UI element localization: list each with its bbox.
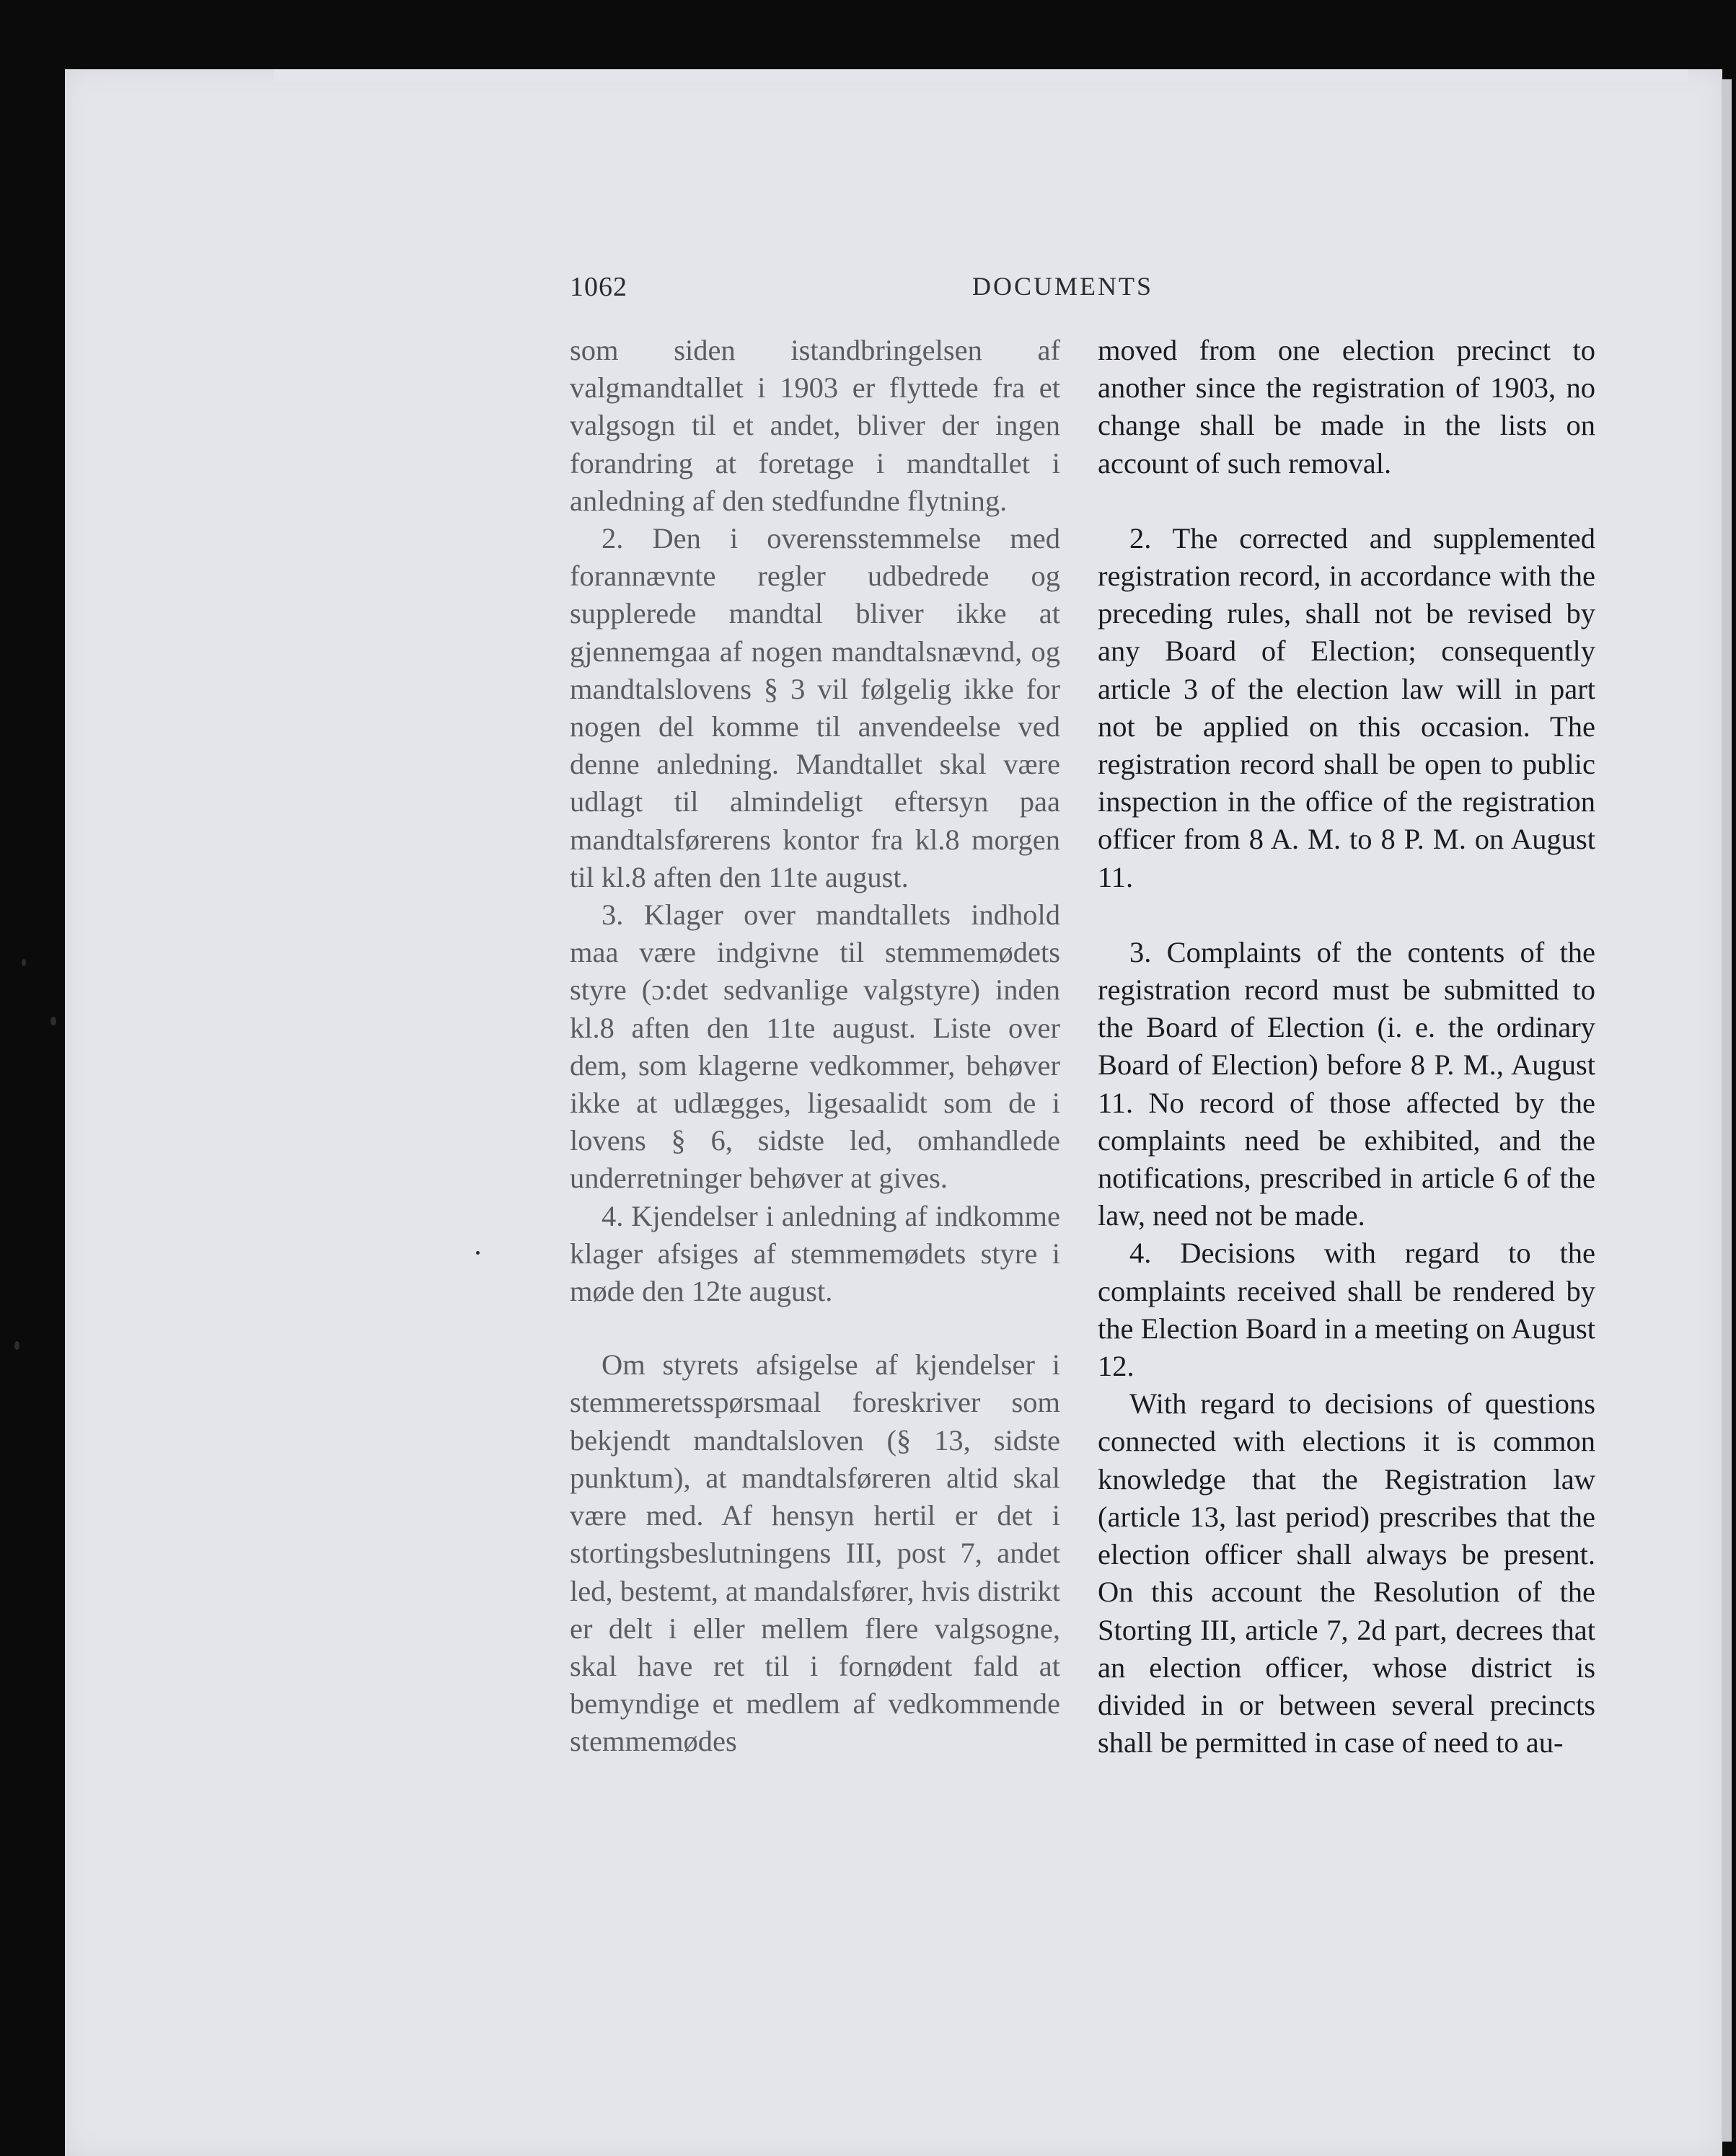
scan-speck	[14, 1341, 19, 1350]
paragraph: som siden istandbringelsen af valgmandtallet i 1903 er flyttede fra et valgsogn til et andet, bliver der ingen forandring at foretage i mandtallet i anledning af den stedfundne flytning.	[570, 334, 1060, 517]
scan-speck	[476, 1251, 480, 1255]
english-column	[1098, 332, 1595, 1762]
page-edge	[274, 69, 1688, 82]
adjacent-page-edge	[1722, 79, 1732, 2142]
paragraph: Om styrets afsigelse af kjendelser i stemmeretsspørsmaal foreskriver som bekjendt mandtalsloven (§ 13, sidste punktum), at mandtalsføreren altid skal være med. Af hensyn hertil er det i stortingsbeslutningens III, post 7, andet led, bestemt, at mandalsfører, hvis distrikt er delt i eller mellem flere valgsogne, skal have ret til i fornødent fald at bemyndige et medlem af vedkommende stemmemødes	[570, 1348, 1060, 1758]
paragraph: 2. Den i overensstemmelse med forannævnte regler udbedrede og supplerede mandtal bliver ikke at gjennemgaa af nogen mandtalsnævnd, og mandtalslovens § 3 vil følgelig ikke for nogen del komme til anvendeelse ved denne anledning. Mandtallet skal være udlagt til almindeligt eftersyn paa mandtalsførerens kontor fra kl.8 morgen til kl.8 aften den 11te august.	[570, 522, 1060, 893]
paragraph-gap	[570, 1310, 1060, 1346]
paragraph: 3. Klager over mandtallets indhold maa være indgivne til stemmemødets styre (ɔ:det sedvanlige valgstyre) inden kl.8 aften den 11te august. Liste over dem, som klagerne vedkommer, behøver ikke at udlægges, ligesaalidt som de i lovens § 6, sidste led, omhandlede underretninger behøver at gives.	[570, 898, 1060, 1195]
paragraph-gap	[1098, 482, 1595, 520]
paragraph: 3. Complaints of the contents of the registration record must be submitted to the Board of Election (i. e. the ordinary Board of Election) before 8 P. M., August 11. No record of those affected by the complaints need be exhibited, and the notifications, prescribed in article 6 of the law, need not be made.	[1098, 935, 1595, 1232]
page-number: 1062	[570, 272, 627, 302]
running-head: DOCUMENTS	[972, 272, 1154, 301]
paragraph: 4. Kjendelser i anledning af indkomme klager afsiges af stemmemødets styre i møde den 12te august.	[570, 1199, 1060, 1308]
norwegian-column	[570, 332, 1060, 1761]
paragraph-gap	[1098, 896, 1595, 934]
page-header	[570, 271, 1176, 309]
paragraph: moved from one election precinct to another since the registration of 1903, no change shall be made in the lists on account of such removal.	[1098, 334, 1595, 480]
paragraph: With regard to decisions of questions connected with elections it is common knowledge that the Registration law (article 13, last period) prescribes that the election officer shall always be present. On this account the Resolution of the Storting III, article 7, 2d part, decrees that an election officer, whose district is divided in or between several precincts shall be permitted in case of need to au-	[1098, 1387, 1595, 1759]
scan-speck	[22, 959, 26, 966]
paragraph: 4. Decisions with regard to the complaints received shall be rendered by the Election Board in a meeting on August 12.	[1098, 1237, 1595, 1383]
scan-speck	[50, 1017, 56, 1025]
paragraph: 2. The corrected and supplemented registration record, in accordance with the preceding rules, shall not be revised by any Board of Election; consequently article 3 of the election law will in part not be applied on this occasion. The registration record shall be open to public inspection in the office of the registration officer from 8 A. M. to 8 P. M. on August 11.	[1098, 521, 1595, 893]
